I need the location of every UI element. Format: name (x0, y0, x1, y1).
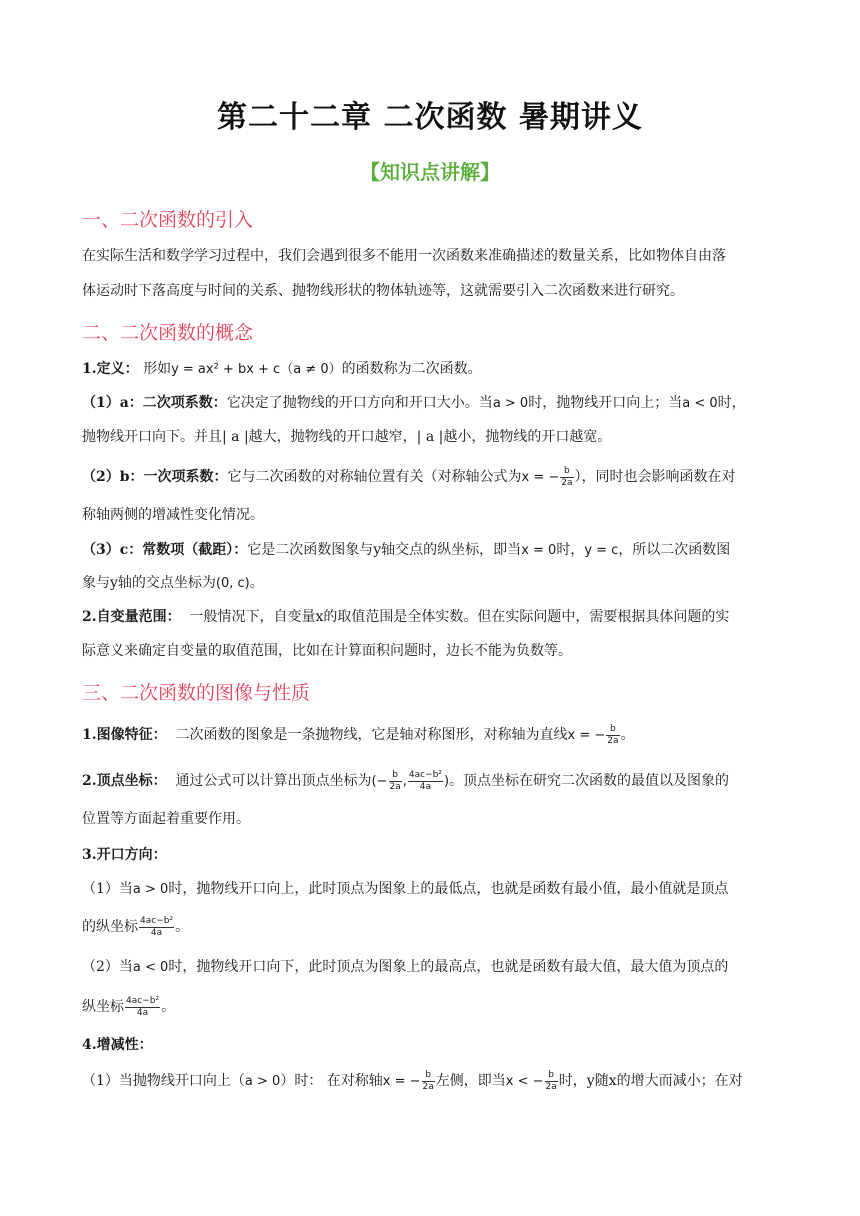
open-direction-heading (82, 840, 782, 870)
text-span: 时， (556, 542, 585, 558)
paragraph-line: 抛物线开口向下。并且| a |越大，抛物线的开口越窄，| a |越小，抛物线的开口越宽。 (82, 429, 612, 445)
text-span: （1）当抛物线开口向上（ (82, 1073, 245, 1089)
math-inline: a > 0 (132, 882, 169, 897)
fraction-b-over-2a (389, 770, 402, 793)
fraction-denominator: 2a (545, 1081, 557, 1092)
text-span: ），同时也会影响函数在对 (574, 469, 736, 485)
monotonicity-line (82, 1066, 782, 1096)
text-span: 形如 (143, 361, 172, 377)
vertex-line (82, 766, 782, 796)
section-heading-3: 三、二次函数的图像与性质 (82, 682, 311, 704)
fraction-numerator: b (545, 1070, 558, 1082)
vertex-label: 2.顶点坐标： (82, 773, 167, 789)
text-span: （1）当 (82, 881, 133, 897)
text-span: 它与二次函数的对称轴位置有关（对称轴公式为 (227, 469, 522, 485)
text-span: （2）当 (82, 959, 133, 975)
comma: , (402, 774, 407, 789)
definition-line (82, 354, 782, 384)
coefficient-a-label: （1）a：二次项系数： (82, 395, 227, 411)
fraction-denominator: 2a (561, 477, 573, 488)
math-inline: x = − (521, 470, 560, 485)
fraction-vertex-y (408, 770, 443, 793)
document-subtitle: 【知识点讲解】 (360, 160, 500, 184)
fraction-numerator: b (560, 466, 573, 478)
fraction-denominator: 4a (419, 781, 432, 792)
document-title: 第二十二章 二次函数 暑期讲义 (217, 100, 643, 135)
text-span: 时， (717, 395, 746, 411)
fraction-denominator: 4a (150, 927, 163, 938)
fraction-numerator: 4ac−b² (140, 915, 174, 926)
coefficient-c-line (82, 535, 782, 565)
coefficient-b-line (82, 462, 782, 492)
text-span: 的函数称为二次函数。 (341, 361, 482, 377)
text-span: 左侧，即当 (435, 1073, 506, 1089)
paren-close: ) (443, 774, 450, 789)
math-inline: a < 0 (132, 960, 169, 975)
text-span: 它决定了抛物线的开口方向和开口大小。当 (226, 395, 493, 411)
section-heading-1: 一、二次函数的引入 (82, 209, 254, 231)
text-span: ，所以二次函数图 (618, 542, 731, 558)
fraction-vertex-y (139, 916, 174, 939)
fraction-b-over-2a (560, 466, 573, 489)
text-span: 的纵坐标 (82, 919, 138, 935)
fraction-denominator: 2a (607, 735, 619, 746)
text-span: 时，抛物线开口向上，此时顶点为图象上的最低点，也就是函数有最小值，最小值就是顶点 (168, 881, 729, 897)
text-span: 纵坐标 (82, 999, 124, 1015)
paragraph-line: 体运动时下落高度与时间的关系、抛物线形状的物体轨迹等，这就需要引入二次函数来进行研究。 (82, 283, 684, 299)
quadratic-formula: y = ax² + bx + c（a ≠ 0） (171, 362, 342, 377)
math-inline: x = − (567, 728, 606, 743)
paragraph-line (82, 912, 782, 942)
fraction-b-over-2a (545, 1070, 558, 1093)
text-span: 。 (161, 999, 176, 1015)
range-line (82, 602, 782, 632)
fraction-b-over-2a (422, 1070, 435, 1093)
text-span: 它是二次函数图象与y轴交点的纵坐标，即当 (247, 542, 522, 558)
open-up-line (82, 874, 782, 904)
math-inline: a > 0 (492, 396, 529, 411)
text-span: 象与y轴的交点坐标为 (82, 575, 216, 591)
math-inline: x = 0 (521, 543, 557, 558)
fraction-denominator: 2a (389, 781, 401, 792)
math-inline: y = c (584, 543, 619, 558)
monotonicity-heading (82, 1030, 782, 1060)
fraction-numerator: 4ac−b² (126, 995, 160, 1006)
fraction-vertex-y (125, 996, 160, 1019)
paragraph-line (82, 568, 782, 598)
text-span: 。 (249, 575, 264, 591)
coefficient-c-label: （3）c：常数项（截距）： (82, 542, 248, 558)
fraction-b-over-2a (606, 724, 619, 747)
fraction-numerator: b (606, 724, 619, 736)
paren-open: (− (371, 774, 388, 789)
math-inline: x < − (505, 1074, 544, 1089)
paragraph-line: 际意义来确定自变量的取值范围，比如在计算面积问题时，边长不能为负数等。 (82, 643, 572, 659)
image-feature-label: 1.图像特征： (82, 727, 167, 743)
text-span: 时，抛物线开口向下，此时顶点为图象上的最高点，也就是函数有最大值，最大值为顶点的 (168, 959, 729, 975)
fraction-numerator: 4ac−b² (408, 769, 442, 780)
text-span: 时，y随x的增大而减小；在对 (558, 1073, 743, 1089)
open-direction-label: 3.开口方向： (82, 847, 167, 863)
math-inline: a < 0 (682, 396, 718, 411)
paragraph-line (82, 992, 782, 1022)
monotonicity-label: 4.增减性： (82, 1037, 153, 1053)
math-inline: a > 0 (244, 1074, 281, 1089)
text-span: 时，抛物线开口向上；当 (528, 395, 683, 411)
text-span: 二次函数的图象是一条抛物线，它是轴对称图形，对称轴为直线 (175, 727, 568, 743)
math-inline: x = − (382, 1074, 421, 1089)
text-span: 一般情况下，自变量x的取值范围是全体实数。但在实际问题中，需要根据具体问题的实 (189, 609, 730, 625)
paragraph-line: 位置等方面起着重要作用。 (82, 811, 250, 827)
fraction-denominator: 2a (422, 1081, 434, 1092)
coefficient-a-line (82, 388, 782, 418)
definition-label: 1.定义： (82, 361, 139, 377)
text-span: ）时： 在对称轴 (280, 1073, 383, 1089)
section-heading-2: 二、二次函数的概念 (82, 322, 254, 344)
text-span: 。 (620, 727, 635, 743)
math-inline: (0, c) (215, 576, 250, 591)
text-span: 。 (175, 919, 190, 935)
text-span: 通过公式可以计算出顶点坐标为 (175, 773, 372, 789)
fraction-numerator: b (389, 770, 402, 782)
fraction-denominator: 4a (136, 1007, 149, 1018)
coefficient-b-label: （2）b：一次项系数： (82, 469, 228, 485)
open-down-line (82, 952, 782, 982)
fraction-numerator: b (422, 1070, 435, 1082)
paragraph-line: 在实际生活和数学学习过程中，我们会遇到很多不能用一次函数来准确描述的数量关系，比如物体自由落 (82, 248, 726, 264)
text-span: 。顶点坐标在研究二次函数的最值以及图象的 (449, 773, 730, 789)
paragraph-line: 称轴两侧的增减性变化情况。 (82, 507, 264, 523)
image-feature-line (82, 720, 782, 750)
range-label: 2.自变量范围： (82, 609, 181, 625)
